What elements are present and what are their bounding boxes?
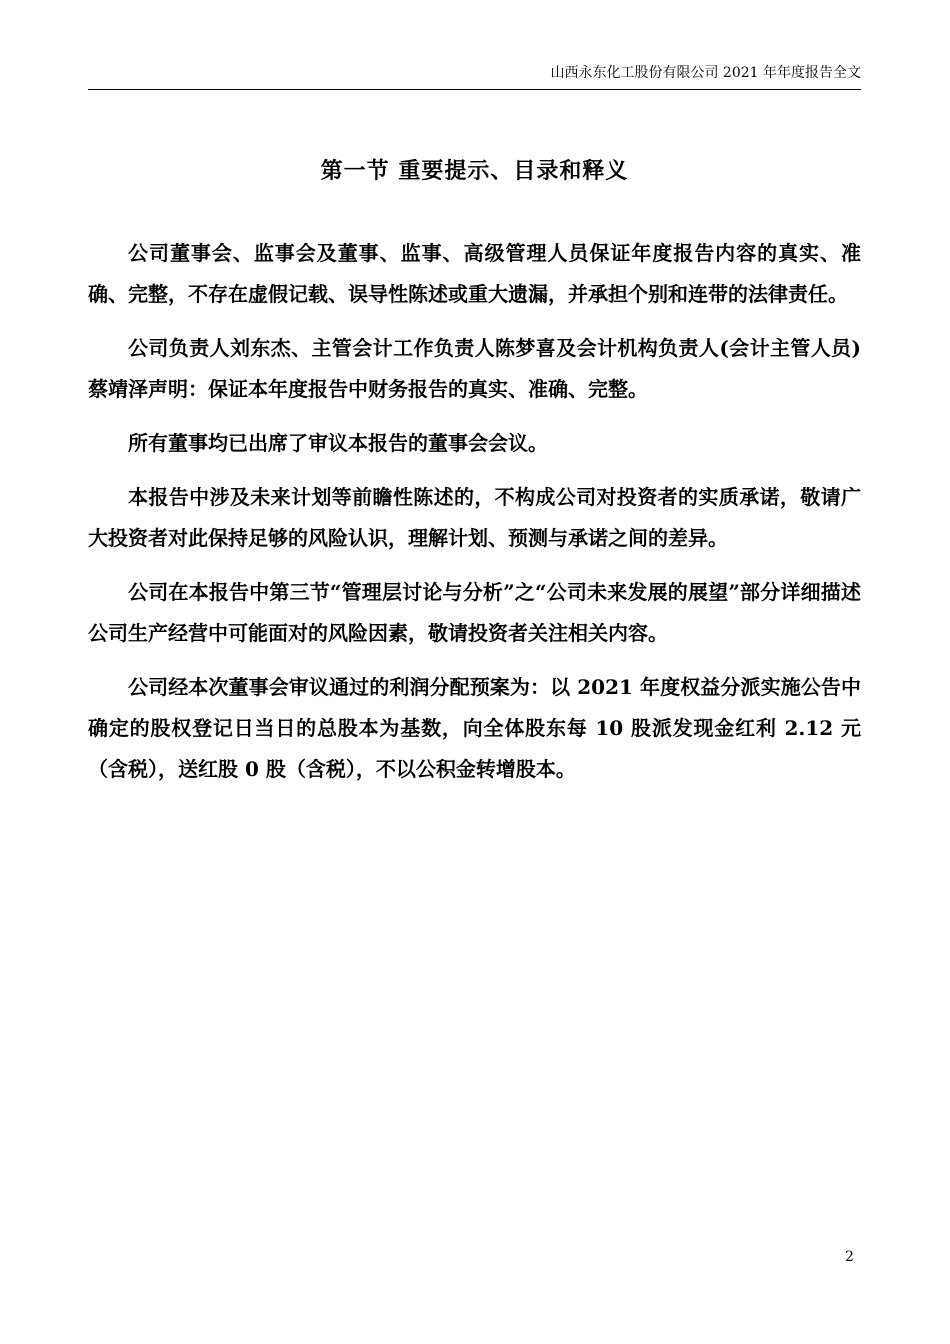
paragraph-forward-looking: 本报告中涉及未来计划等前瞻性陈述的，不构成公司对投资者的实质承诺，敬请广大投资者对此保持足够的风险认识，理解计划、预测与承诺之间的差异。 <box>88 485 861 550</box>
document-body <box>88 233 861 803</box>
running-header <box>88 63 861 90</box>
paragraph-risk-factors: 公司在本报告中第三节“管理层讨论与分析”之“公司未来发展的展望”部分详细描述公司生产经营中可能面对的风险因素，敬请投资者关注相关内容。 <box>88 580 861 645</box>
paragraph-financial-statement: 公司负责人刘东杰、主管会计工作负责人陈梦喜及会计机构负责人(会计主管人员)蔡靖泽声明：保证本年度报告中财务报告的真实、准确、完整。 <box>88 336 861 401</box>
section-title: 第一节 重要提示、目录和释义 <box>320 158 629 184</box>
running-header-text: 山西永东化工股份有限公司 2021 年年度报告全文 <box>550 65 861 81</box>
page-number: 2 <box>845 1249 854 1265</box>
paragraph-responsibility: 公司董事会、监事会及董事、监事、高级管理人员保证年度报告内容的真实、准确、完整，不存在虚假记载、误导性陈述或重大遗漏，并承担个别和连带的法律责任。 <box>88 241 861 306</box>
paragraph-board-attendance: 所有董事均已出席了审议本报告的董事会会议。 <box>128 431 548 455</box>
paragraph-profit-distribution: 公司经本次董事会审议通过的利润分配预案为：以 2021 年度权益分派实施公告中确定的股权登记日当日的总股本为基数，向全体股东每 10 股派发现金红利 2.12 元（含税），送红股 0 股（含税），不以公积金转增股本。 <box>88 675 861 781</box>
